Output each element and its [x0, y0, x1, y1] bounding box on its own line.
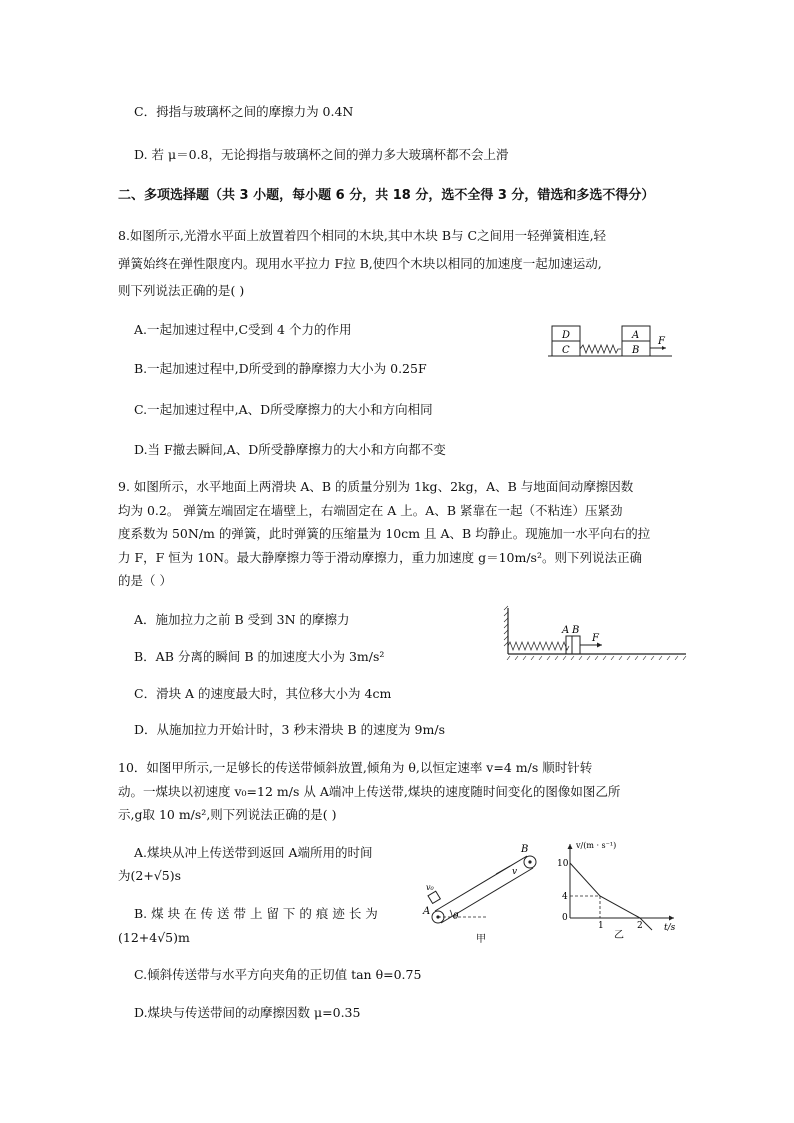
- xtick-2: 2: [637, 921, 643, 931]
- q9-spring-figure: [502, 604, 688, 660]
- q9-option-b[interactable]: B．AB 分离的瞬间 B 的加速度大小为 3m/s²: [134, 649, 385, 664]
- q9-option-a[interactable]: A．施加拉力之前 B 受到 3N 的摩擦力: [134, 612, 350, 627]
- v-axis-label: v/(m · s⁻¹): [576, 841, 617, 850]
- xtick-1: 1: [598, 921, 604, 931]
- label-a: A: [632, 330, 640, 341]
- q9-stem-line-5: 的是（ ）: [118, 573, 172, 588]
- q10-option-c[interactable]: C.倾斜传送带与水平方向夹角的正切值 tan θ=0.75: [134, 967, 422, 982]
- q8-option-a[interactable]: A.一起加速过程中,C受到 4 个力的作用: [134, 322, 352, 337]
- pulley-b-axle: [528, 860, 531, 863]
- q8-blocks-figure: [548, 322, 672, 362]
- label-b: B: [521, 844, 529, 855]
- q10-option-a-line-1[interactable]: A.煤块从冲上传送带到返回 A端所用的时间: [134, 845, 373, 860]
- label-b: B: [572, 625, 580, 636]
- label-f: F: [658, 336, 665, 347]
- q8-stem-line-3: 则下列说法正确的是( ): [118, 283, 245, 298]
- q8-stem-line-1: 8.如图所示,光滑水平面上放置着四个相同的木块,其中木块 B与 C之间用一轻弹簧相连,轻: [118, 228, 607, 243]
- velocity-line: [570, 863, 640, 918]
- belt-velocity-arrow: [496, 866, 510, 874]
- ground-hatch: [507, 656, 686, 660]
- wall-hatch: [504, 606, 508, 646]
- q10-option-a-line-2[interactable]: 为(2+√5)s: [118, 868, 182, 883]
- ytick-10: 10: [557, 859, 569, 869]
- spring: [508, 642, 569, 650]
- q8-option-d[interactable]: D.当 F撤去瞬间,A、D所受静摩擦力的大小和方向都不变: [134, 442, 446, 457]
- label-v: v: [512, 867, 518, 877]
- q8-option-b[interactable]: B.一起加速过程中,D所受到的静摩擦力大小为 0.25F: [134, 361, 427, 376]
- q9-option-c[interactable]: C．滑块 A 的速度最大时，其位移大小为 4cm: [134, 686, 392, 701]
- angle-arc: [450, 910, 452, 917]
- q7-option-c[interactable]: C．拇指与玻璃杯之间的摩擦力为 0.4N: [134, 104, 354, 119]
- q10-stem-line-2: 动。一煤块以初速度 v₀=12 m/s 从 A端冲上传送带,煤块的速度随时间变化的图像如图乙所: [118, 784, 621, 799]
- block-a: [566, 636, 572, 654]
- q9-option-d[interactable]: D．从施加拉力开始计时，3 秒末滑块 B 的速度为 9m/s: [134, 722, 445, 737]
- q9-stem-line-4: 力 F，F 恒为 10N。最大静摩擦力等于滑动摩擦力，重力加速度 g＝10m/s²。则下列说法正确: [118, 550, 642, 565]
- block-b: [572, 636, 580, 654]
- q9-stem-line-2: 均为 0.2。 弹簧左端固定在墙壁上，右端固定在 A 上。A、B 紧靠在一起（不粘连）压紧劲: [118, 503, 623, 518]
- q10-stem-line-1: 10．如图甲所示,一足够长的传送带倾斜放置,倾角为 θ,以恒定速率 v=4 m/s 顺时针转: [118, 760, 593, 775]
- label-a: A: [423, 906, 431, 917]
- q10-vt-graph: [556, 838, 686, 942]
- q7-option-d[interactable]: D. 若 μ＝0.8，无论拇指与玻璃杯之间的弹力多大玻璃杯都不会上滑: [134, 147, 509, 162]
- belt-top: [435, 856, 527, 911]
- figure-caption-yi: 乙: [614, 930, 624, 941]
- t-axis-label: t/s: [664, 923, 676, 933]
- label-b: B: [632, 345, 640, 356]
- label-c: C: [562, 345, 570, 356]
- label-a: A: [562, 625, 570, 636]
- coal-block: [428, 891, 440, 903]
- q10-conveyor-figure: [418, 838, 548, 948]
- label-v0: v₀: [426, 883, 434, 892]
- ytick-4: 4: [562, 892, 568, 902]
- label-d: D: [562, 330, 571, 341]
- q10-option-b-line-2[interactable]: (12+4√5)m: [118, 930, 190, 945]
- v-axis-arrowhead: [568, 844, 573, 849]
- figure-caption-jia: 甲: [476, 934, 486, 945]
- q8-stem-line-2: 弹簧始终在弹性限度内。现用水平拉力 F拉 B,使四个木块以相同的加速度一起加速运动,: [118, 256, 602, 271]
- q10-option-d[interactable]: D.煤块与传送带间的动摩擦因数 μ=0.35: [134, 1005, 361, 1020]
- spring: [580, 345, 621, 353]
- label-f: F: [592, 633, 599, 644]
- label-theta: θ: [453, 912, 459, 922]
- section-2-heading: 二、多项选择题（共 3 小题，每小题 6 分，共 18 分，选不全得 3 分，错选和多选不得分）: [118, 188, 655, 203]
- ytick-0: 0: [562, 913, 568, 923]
- t-axis-arrowhead: [669, 916, 674, 921]
- q9-stem-line-1: 9. 如图所示，水平地面上两滑块 A、B 的质量分别为 1kg、2kg，A、B 与地面间动摩擦因数: [118, 479, 634, 494]
- q10-option-b-line-1[interactable]: B. 煤 块 在 传 送 带 上 留 下 的 痕 迹 长 为: [134, 906, 378, 921]
- q9-stem-line-3: 度系数为 50N/m 的弹簧，此时弹簧的压缩量为 10cm 且 A、B 均静止。现施加一水平向右的拉: [118, 526, 651, 541]
- q10-stem-line-3: 示,g取 10 m/s²,则下列说法正确的是( ): [118, 807, 337, 822]
- q8-option-c[interactable]: C.一起加速过程中,A、D所受摩擦力的大小和方向相同: [134, 402, 433, 417]
